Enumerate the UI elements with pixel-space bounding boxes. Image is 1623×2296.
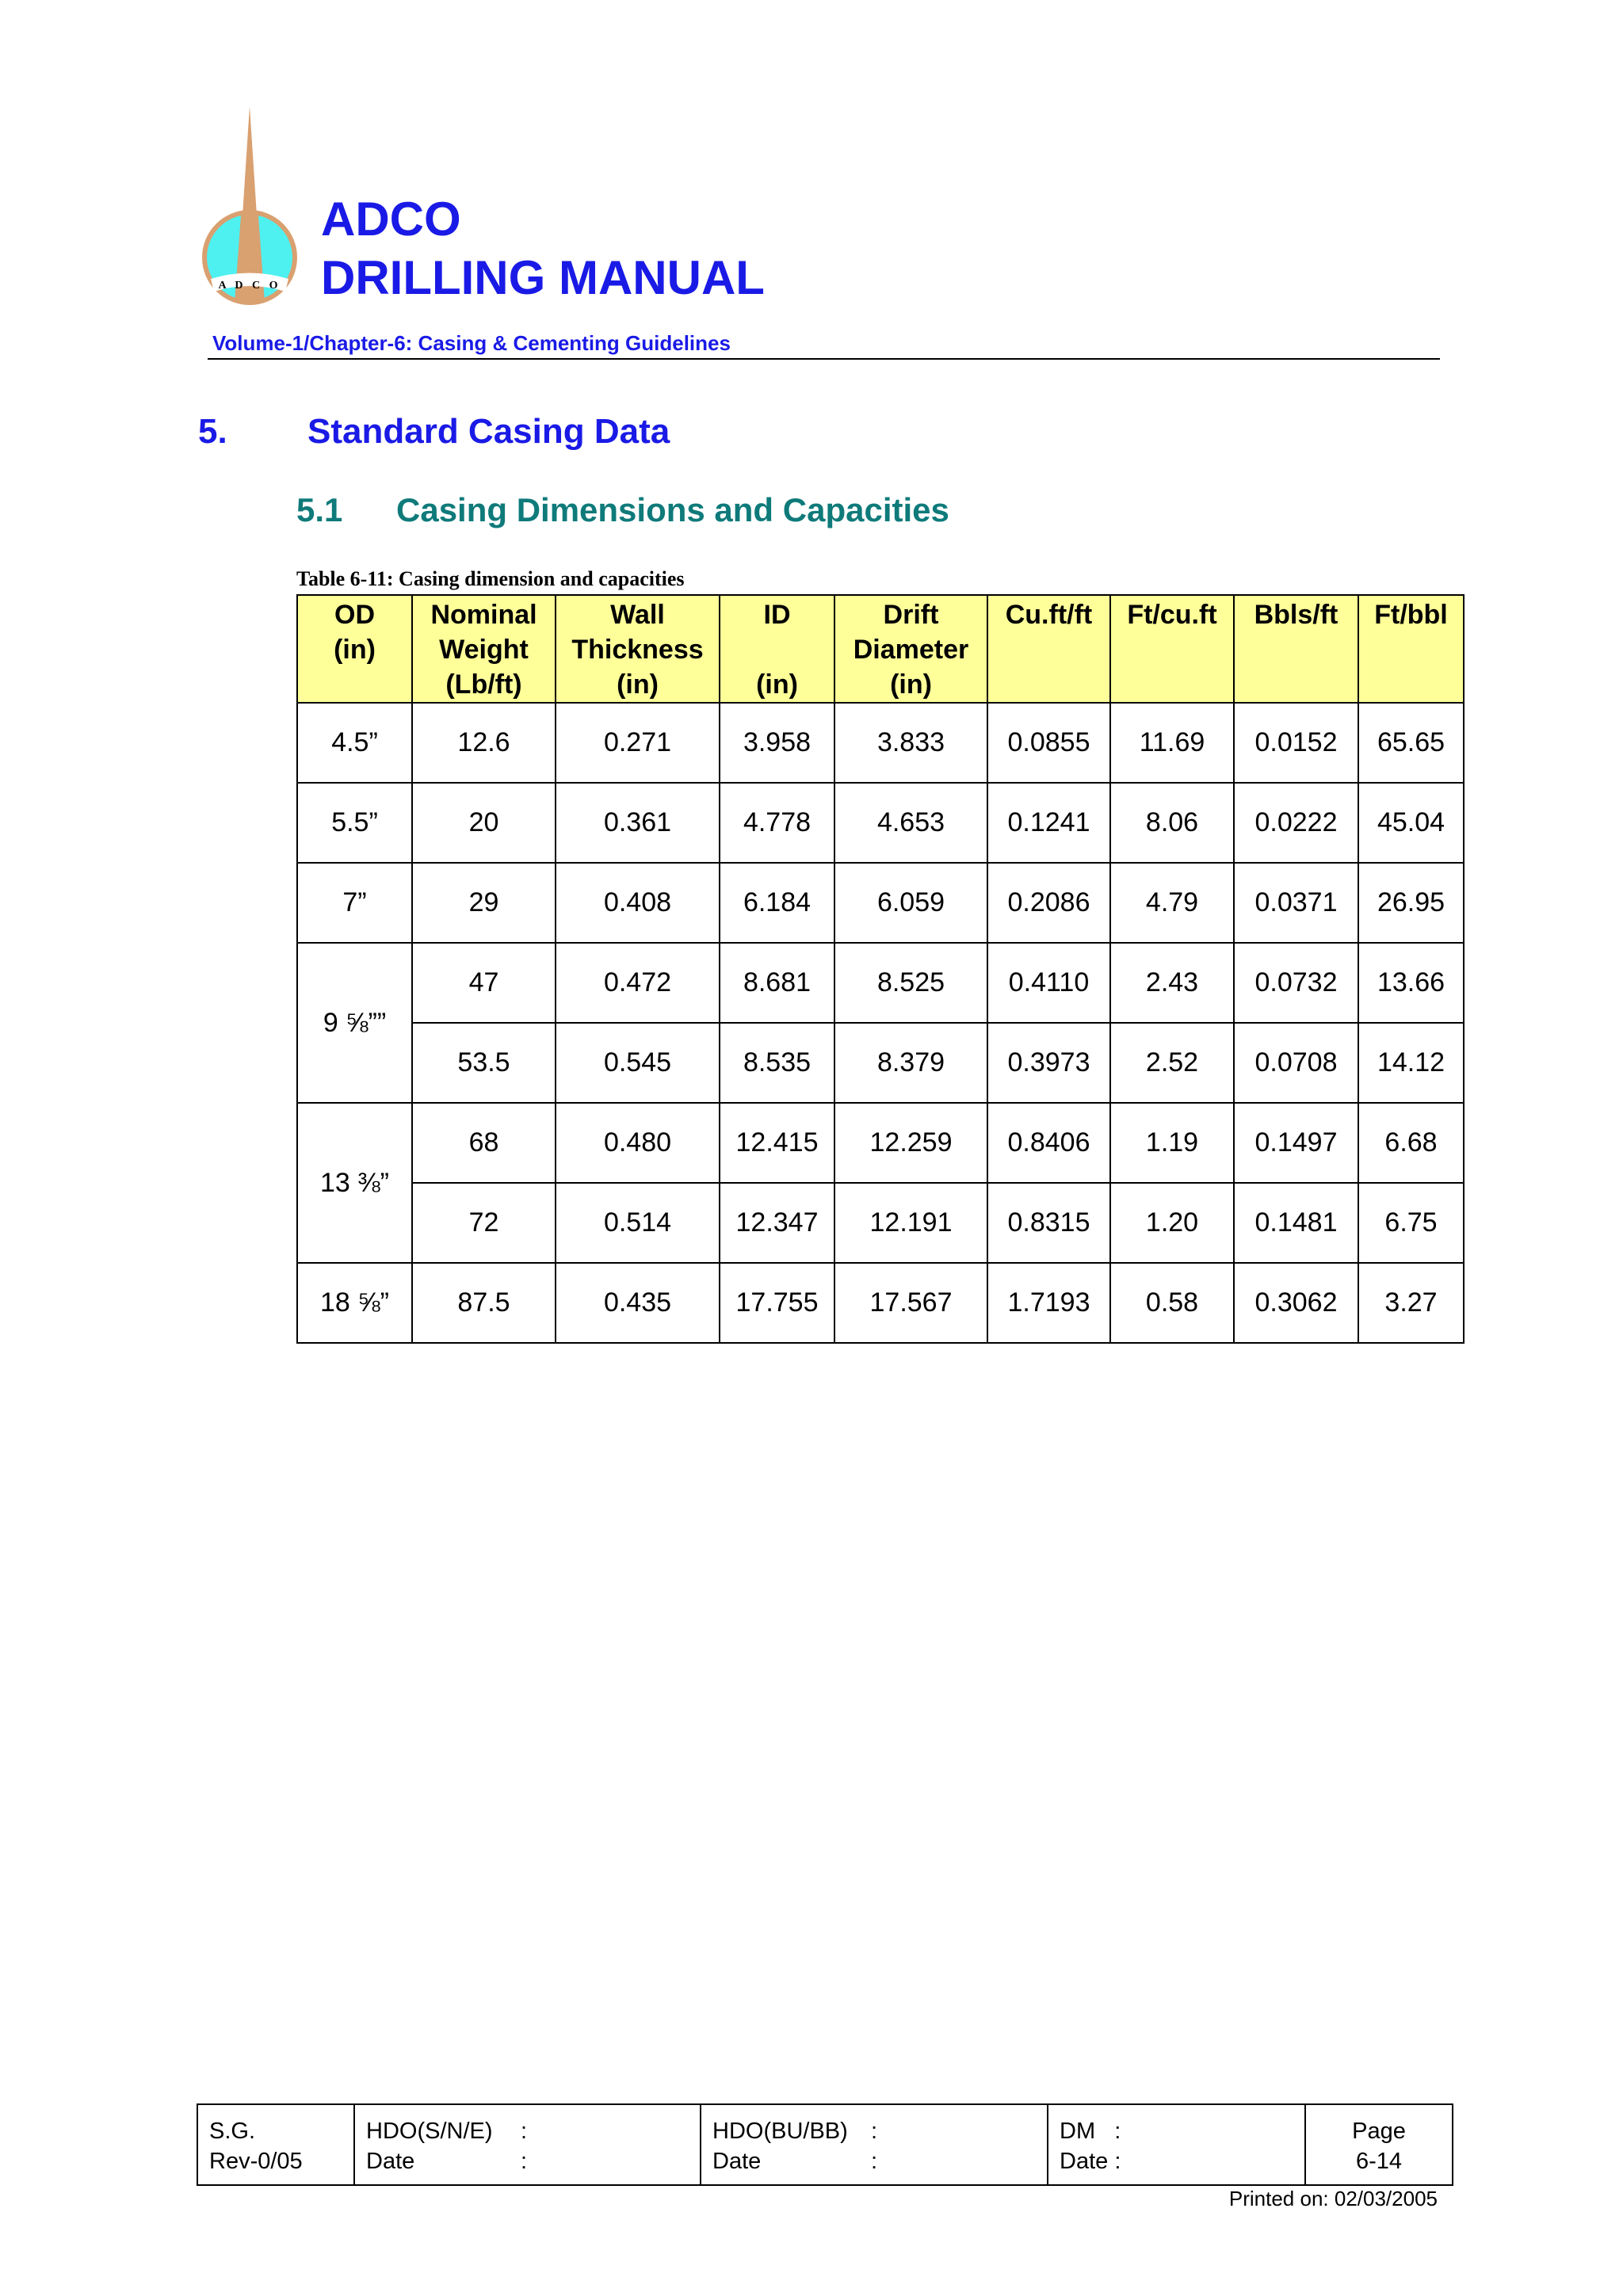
footer-hdo-sne-date-label: Date [366, 2149, 415, 2174]
section-title: Standard Casing Data [307, 412, 670, 451]
cell-ft-bbl: 65.65 [1358, 703, 1464, 783]
cell-id: 3.958 [720, 703, 834, 783]
cell-od: 5.5” [297, 783, 412, 863]
footer-page-number: 6-14 [1355, 2149, 1403, 2174]
footer-dm-cell [1048, 2104, 1305, 2185]
footer-dm-date-label: Date : [1060, 2149, 1121, 2174]
cell-drift: 17.567 [834, 1263, 987, 1343]
cell-od: 7” [297, 863, 412, 943]
cell-bbls-ft: 0.0732 [1234, 943, 1358, 1023]
cell-ft-bbl: 6.75 [1358, 1183, 1464, 1263]
table-header-row [297, 595, 1464, 703]
header-id: ID (in) [720, 595, 834, 703]
cell-bbls-ft: 0.3062 [1234, 1263, 1358, 1343]
cell-nominal-weight: 20 [412, 783, 556, 863]
table-row [297, 1263, 1464, 1343]
cell-id: 12.347 [720, 1183, 834, 1263]
cell-id: 4.778 [720, 783, 834, 863]
footer-sg-cell [197, 2104, 354, 2185]
cell-wall: 0.545 [556, 1023, 720, 1103]
cell-wall: 0.435 [556, 1263, 720, 1343]
svg-text:A D C O: A D C O [218, 280, 281, 292]
cell-wall: 0.480 [556, 1103, 720, 1183]
footer-rev: Rev-0/05 [209, 2149, 303, 2174]
cell-nominal-weight: 12.6 [412, 703, 556, 783]
cell-bbls-ft: 0.0222 [1234, 783, 1358, 863]
cell-drift: 3.833 [834, 703, 987, 783]
header-divider [208, 358, 1440, 360]
cell-od: 9 ⅝”” [297, 943, 412, 1103]
cell-drift: 12.191 [834, 1183, 987, 1263]
header-nominal-weight: Nominal Weight (Lb/ft) [412, 595, 556, 703]
cell-wall: 0.514 [556, 1183, 720, 1263]
cell-id: 17.755 [720, 1263, 834, 1343]
table-row [297, 703, 1464, 783]
cell-nominal-weight: 53.5 [412, 1023, 556, 1103]
footer-page-label: Page [1352, 2119, 1406, 2144]
cell-ft-cuft: 0.58 [1110, 1263, 1234, 1343]
cell-nominal-weight: 29 [412, 863, 556, 943]
table-row [297, 1183, 1464, 1263]
cell-cuft-ft: 0.3973 [987, 1023, 1110, 1103]
cell-cuft-ft: 1.7193 [987, 1263, 1110, 1343]
cell-cuft-ft: 0.1241 [987, 783, 1110, 863]
cell-wall: 0.408 [556, 863, 720, 943]
section-number: 5. [198, 412, 227, 451]
cell-nominal-weight: 87.5 [412, 1263, 556, 1343]
table-row [297, 1103, 1464, 1183]
header-drift-diameter: Drift Diameter (in) [834, 595, 987, 703]
cell-id: 12.415 [720, 1103, 834, 1183]
cell-id: 6.184 [720, 863, 834, 943]
footer-hdo-sne-label: HDO(S/N/E) [366, 2119, 493, 2144]
cell-ft-bbl: 26.95 [1358, 863, 1464, 943]
cell-bbls-ft: 0.1481 [1234, 1183, 1358, 1263]
header-bbls-per-ft: Bbls/ft [1234, 595, 1358, 703]
table-caption: Table 6-11: Casing dimension and capacities [296, 567, 685, 590]
cell-cuft-ft: 0.4110 [987, 943, 1110, 1023]
cell-drift: 8.525 [834, 943, 987, 1023]
cell-ft-cuft: 11.69 [1110, 703, 1234, 783]
cell-cuft-ft: 0.8315 [987, 1183, 1110, 1263]
brand-title [321, 190, 765, 307]
footer-page-cell [1305, 2104, 1453, 2185]
cell-bbls-ft: 0.1497 [1234, 1103, 1358, 1183]
cell-wall: 0.472 [556, 943, 720, 1023]
header-wall-thickness: Wall Thickness (in) [556, 595, 720, 703]
subsection-number: 5.1 [296, 491, 343, 528]
cell-od: 18 ⅝” [297, 1263, 412, 1343]
cell-nominal-weight: 68 [412, 1103, 556, 1183]
cell-wall: 0.361 [556, 783, 720, 863]
header-ft-per-cuft: Ft/cu.ft [1110, 595, 1234, 703]
header-od: OD (in) [297, 595, 412, 703]
cell-cuft-ft: 0.2086 [987, 863, 1110, 943]
cell-ft-cuft: 8.06 [1110, 783, 1234, 863]
table-row [297, 1023, 1464, 1103]
subsection-title: Casing Dimensions and Capacities [396, 491, 949, 528]
cell-drift: 6.059 [834, 863, 987, 943]
header-cuft-per-ft: Cu.ft/ft [987, 595, 1110, 703]
cell-nominal-weight: 47 [412, 943, 556, 1023]
adco-logo [197, 105, 303, 312]
page-footer [197, 2103, 1453, 2186]
cell-ft-cuft: 2.43 [1110, 943, 1234, 1023]
footer-hdo-bubb-cell: HDO(BU/BB) : Date : [701, 2104, 1048, 2185]
cell-cuft-ft: 0.8406 [987, 1103, 1110, 1183]
cell-drift: 8.379 [834, 1023, 987, 1103]
cell-drift: 4.653 [834, 783, 987, 863]
footer-hdo-bubb-label: HDO(BU/BB) [712, 2119, 848, 2144]
cell-nominal-weight: 72 [412, 1183, 556, 1263]
cell-id: 8.681 [720, 943, 834, 1023]
cell-ft-bbl: 13.66 [1358, 943, 1464, 1023]
casing-table [296, 594, 1465, 1344]
footer-dm-label: DM : [1060, 2119, 1121, 2144]
cell-ft-cuft: 4.79 [1110, 863, 1234, 943]
cell-ft-bbl: 45.04 [1358, 783, 1464, 863]
footer-hdo-bubb-date-label: Date [712, 2149, 762, 2174]
cell-od: 13 ⅜” [297, 1103, 412, 1263]
document-subtitle: Volume-1/Chapter-6: Casing & Cementing Guidelines [212, 331, 731, 355]
header-ft-per-bbl: Ft/bbl [1358, 595, 1464, 703]
cell-ft-cuft: 1.20 [1110, 1183, 1234, 1263]
cell-id: 8.535 [720, 1023, 834, 1103]
cell-bbls-ft: 0.0371 [1234, 863, 1358, 943]
cell-ft-cuft: 2.52 [1110, 1023, 1234, 1103]
table-row [297, 943, 1464, 1023]
footer-sg: S.G. [209, 2119, 256, 2144]
cell-ft-bbl: 3.27 [1358, 1263, 1464, 1343]
cell-bbls-ft: 0.0708 [1234, 1023, 1358, 1103]
footer-hdo-sne-cell: HDO(S/N/E) : Date : [354, 2104, 701, 2185]
brand-line-2: DRILLING MANUAL [321, 251, 765, 304]
table-row [297, 783, 1464, 863]
cell-ft-cuft: 1.19 [1110, 1103, 1234, 1183]
table-row [297, 863, 1464, 943]
cell-bbls-ft: 0.0152 [1234, 703, 1358, 783]
cell-od: 4.5” [297, 703, 412, 783]
printed-date: Printed on: 02/03/2005 [1228, 2187, 1438, 2210]
cell-drift: 12.259 [834, 1103, 987, 1183]
cell-wall: 0.271 [556, 703, 720, 783]
cell-ft-bbl: 6.68 [1358, 1103, 1464, 1183]
brand-line-1: ADCO [321, 193, 461, 246]
cell-ft-bbl: 14.12 [1358, 1023, 1464, 1103]
cell-cuft-ft: 0.0855 [987, 703, 1110, 783]
